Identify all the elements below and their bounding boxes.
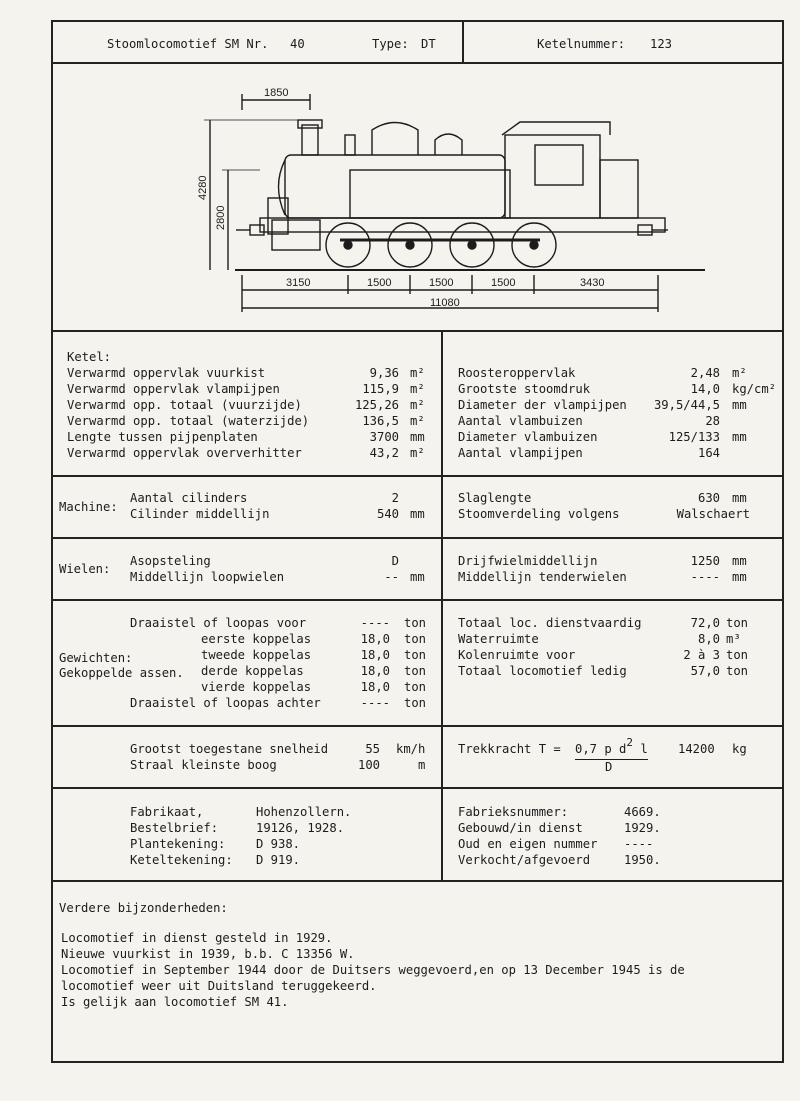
fabricage-left-label: Bestelbrief: [130, 821, 219, 835]
ketel-right-row-label: Roosteroppervlak [458, 366, 576, 380]
gewichten-right-row-value: 72,0 [690, 616, 720, 630]
loco-title: Stoomlocomotief SM Nr. [107, 37, 269, 51]
ketel-left-row-label: Verwarmd oppervlak vuurkist [67, 366, 266, 380]
ketel-right-row-unit: mm [732, 398, 747, 412]
dim-d5: 3430 [580, 277, 605, 289]
divider [51, 475, 784, 477]
column-divider [462, 20, 464, 63]
ketel-right-row-label: Diameter der vlampijpen [458, 398, 627, 412]
ketel-left-row-value: 43,2 [369, 446, 399, 460]
type-label: Type: [372, 37, 409, 51]
gewichten-right-row-value: 2 à 3 [683, 648, 720, 662]
fabricage-right-value: 1929. [624, 821, 661, 835]
wielen-left-row-value: -- [384, 570, 399, 584]
fabricage-right-label: Fabrieksnummer: [458, 805, 569, 819]
type-value: DT [421, 37, 436, 51]
gewichten-left-row-label: derde koppelas [201, 664, 304, 678]
dim-height-boiler: 2800 [215, 205, 227, 230]
machine-section-label: Machine: [59, 500, 118, 514]
ketel-left-row-value: 115,9 [362, 382, 399, 396]
ketel-right-row-value: 39,5/44,5 [653, 398, 720, 412]
trekkracht-unit: kg [732, 742, 747, 756]
fabricage-right-value: 4669. [624, 805, 661, 819]
divider [51, 599, 784, 601]
machine-left-row-value: 540 [376, 507, 399, 521]
ketel-right-row-unit: kg/cm² [732, 382, 777, 396]
gewichten-left-row-value: 18,0 [360, 680, 390, 694]
gewichten-left-row-unit: ton [404, 664, 427, 678]
wielen-right-row-label: Drijfwielmiddellijn [458, 554, 598, 568]
bijzonderheden-line: locomotief weer uit Duitsland teruggekeerd. [61, 979, 377, 993]
ketel-heading: Ketel: [67, 350, 112, 364]
wielen-right-row-unit: mm [732, 570, 747, 584]
machine-right-row-label: Slaglengte [458, 491, 532, 505]
fabricage-left-value: Hohenzollern. [256, 805, 352, 819]
gewichten-left-row-value: 18,0 [360, 664, 390, 678]
machine-left-row-unit: mm [410, 507, 425, 521]
ketel-left-row-label: Verwarmd oppervlak oververhitter [67, 446, 302, 460]
ketel-right-row-unit: m² [732, 366, 747, 380]
dim-d3: 1500 [429, 277, 454, 289]
formula-l: l [640, 742, 648, 756]
fabricage-left-value: 19126, 1928. [256, 821, 345, 835]
bijzonderheden-line: Is gelijk aan locomotief SM 41. [61, 995, 289, 1009]
ketel-left-row-unit: m² [410, 446, 425, 460]
bijzonderheden-line: Locomotief in September 1944 door de Duitsers weggevoerd,en op 13 December 1945 is de [61, 963, 685, 977]
gewichten-left-row-label: Draaistel of loopas achter [130, 696, 321, 710]
dim-top-width: 1850 [264, 87, 289, 99]
fabricage-right-label: Verkocht/afgevoerd [458, 853, 591, 867]
divider [51, 787, 784, 789]
snelheid-left-row-unit: km/h [396, 742, 426, 756]
bijzonderheden-heading: Verdere bijzonderheden: [59, 901, 228, 915]
gewichten-left-row-label: vierde koppelas [201, 680, 312, 694]
fabricage-right-label: Gebouwd/in dienst [458, 821, 583, 835]
formula-numerator [575, 736, 648, 760]
gewichten-left-row-unit: ton [404, 616, 427, 630]
dim-d2: 1500 [367, 277, 392, 289]
trekkracht-label: Trekkracht T = [458, 742, 561, 756]
bijzonderheden-line: Locomotief in dienst gesteld in 1929. [61, 931, 333, 945]
ketel-right-row-value: 14,0 [690, 382, 720, 396]
snelheid-left-row-unit: m [418, 758, 426, 772]
wielen-right-row-value: 1250 [690, 554, 720, 568]
fabricage-right-value: 1950. [624, 853, 661, 867]
fabricage-left-value: D 938. [256, 837, 301, 851]
wielen-left-row-value: D [391, 554, 399, 568]
gewichten-right-row-value: 8,0 [697, 632, 720, 646]
wielen-section-label: Wielen: [59, 562, 111, 576]
formula-denominator: D [605, 760, 613, 774]
wielen-left-row-label: Middellijn loopwielen [130, 570, 285, 584]
ketel-left-row-label: Verwarmd opp. totaal (vuurzijde) [67, 398, 302, 412]
gewichten-left-row-unit: ton [404, 648, 427, 662]
ketel-left-row-unit: mm [410, 430, 425, 444]
ketel-right-row-label: Aantal vlampijpen [458, 446, 583, 460]
gewichten-left-row-label: eerste koppelas [201, 632, 312, 646]
ketel-right-row-label: Aantal vlambuizen [458, 414, 583, 428]
wielen-left-row-unit: mm [410, 570, 425, 584]
machine-right-row-unit: mm [732, 491, 747, 505]
ketel-right-row-value: 164 [697, 446, 720, 460]
wielen-left-row-label: Asopsteling [130, 554, 211, 568]
formula-num-text: 0,7 p d [575, 742, 627, 756]
gewichten-left-row-value: 18,0 [360, 648, 390, 662]
gewichten-right-row-label: Kolenruimte voor [458, 648, 576, 662]
divider [51, 725, 784, 727]
snelheid-left-row-value: 55 [365, 742, 380, 756]
fabricage-right-label: Oud en eigen nummer [458, 837, 598, 851]
ketel-left-row-unit: m² [410, 398, 425, 412]
fabricage-left-label: Fabrikaat, [130, 805, 204, 819]
ketel-right-row-label: Grootste stoomdruk [458, 382, 591, 396]
gewichten-right-row-unit: ton [726, 664, 749, 678]
wielen-right-row-label: Middellijn tenderwielen [458, 570, 627, 584]
wielen-right-row-unit: mm [732, 554, 747, 568]
locomotive-drawing [190, 80, 720, 320]
trekkracht-value: 14200 [678, 742, 715, 756]
snelheid-left-row-value: 100 [357, 758, 380, 772]
gewichten-left-row-value: ---- [360, 696, 390, 710]
ketel-right-row-value: 2,48 [690, 366, 720, 380]
snelheid-left-row-label: Grootst toegestane snelheid [130, 742, 329, 756]
fabricage-left-label: Plantekening: [130, 837, 226, 851]
ketel-left-row-value: 9,36 [369, 366, 399, 380]
ketel-left-row-value: 125,26 [354, 398, 399, 412]
gewichten-right-row-unit: m³ [726, 632, 741, 646]
ketel-right-row-value: 28 [705, 414, 720, 428]
gewichten-right-row-label: Totaal loc. dienstvaardig [458, 616, 642, 630]
gewichten-left-row-unit: ton [404, 696, 427, 710]
gewichten-left-row-unit: ton [404, 680, 427, 694]
ketel-right-row-label: Diameter vlambuizen [458, 430, 598, 444]
gewichten-right-row-label: Waterruimte [458, 632, 539, 646]
formula-exponent: 2 [626, 736, 633, 749]
fabricage-left-label: Keteltekening: [130, 853, 233, 867]
ketel-left-row-value: 136,5 [362, 414, 399, 428]
divider [51, 880, 784, 882]
loco-number: 40 [290, 37, 305, 51]
ketel-left-row-label: Lengte tussen pijpenplaten [67, 430, 258, 444]
ketel-left-row-unit: m² [410, 382, 425, 396]
gewichten-left-row-label: tweede koppelas [201, 648, 312, 662]
machine-left-row-value: 2 [391, 491, 399, 505]
boiler-number-value: 123 [650, 37, 673, 51]
machine-left-row-label: Cilinder middellijn [130, 507, 270, 521]
gewichten-section-label: Gewichten: [59, 651, 133, 665]
dim-height-total: 4280 [197, 175, 209, 200]
dim-d4: 1500 [491, 277, 516, 289]
machine-right-row-value: 630 [697, 491, 720, 505]
ketel-right-row-unit: mm [732, 430, 747, 444]
ketel-left-row-unit: m² [410, 414, 425, 428]
gewichten-left-row-value: ---- [360, 616, 390, 630]
ketel-right-row-value: 125/133 [668, 430, 720, 444]
fabricage-right-value: ---- [624, 837, 654, 851]
snelheid-left-row-label: Straal kleinste boog [130, 758, 277, 772]
divider [51, 62, 784, 64]
gekoppelde-assen-label: Gekoppelde assen. [59, 666, 184, 680]
gewichten-right-row-unit: ton [726, 648, 749, 662]
gewichten-left-row-label: Draaistel of loopas voor [130, 616, 307, 630]
gewichten-left-row-value: 18,0 [360, 632, 390, 646]
wielen-right-row-value: ---- [690, 570, 720, 584]
ketel-left-row-label: Verwarmd opp. totaal (waterzijde) [67, 414, 310, 428]
gewichten-left-row-unit: ton [404, 632, 427, 646]
machine-right-row-label: Stoomverdeling volgens [458, 507, 620, 521]
fabricage-left-value: D 919. [256, 853, 301, 867]
dim-total-length: 11080 [430, 297, 460, 309]
machine-right-row-value: Walschaert [676, 507, 750, 521]
divider [51, 330, 784, 332]
gewichten-right-row-label: Totaal locomotief ledig [458, 664, 627, 678]
gewichten-right-row-value: 57,0 [690, 664, 720, 678]
ketel-left-row-unit: m² [410, 366, 425, 380]
column-divider [441, 330, 443, 881]
machine-left-row-label: Aantal cilinders [130, 491, 248, 505]
divider [51, 537, 784, 539]
bijzonderheden-line: Nieuwe vuurkist in 1939, b.b. C 13356 W. [61, 947, 355, 961]
boiler-number-label: Ketelnummer: [537, 37, 626, 51]
gewichten-right-row-unit: ton [726, 616, 749, 630]
dim-d1: 3150 [286, 277, 311, 289]
ketel-left-row-value: 3700 [369, 430, 399, 444]
ketel-left-row-label: Verwarmd oppervlak vlampijpen [67, 382, 280, 396]
